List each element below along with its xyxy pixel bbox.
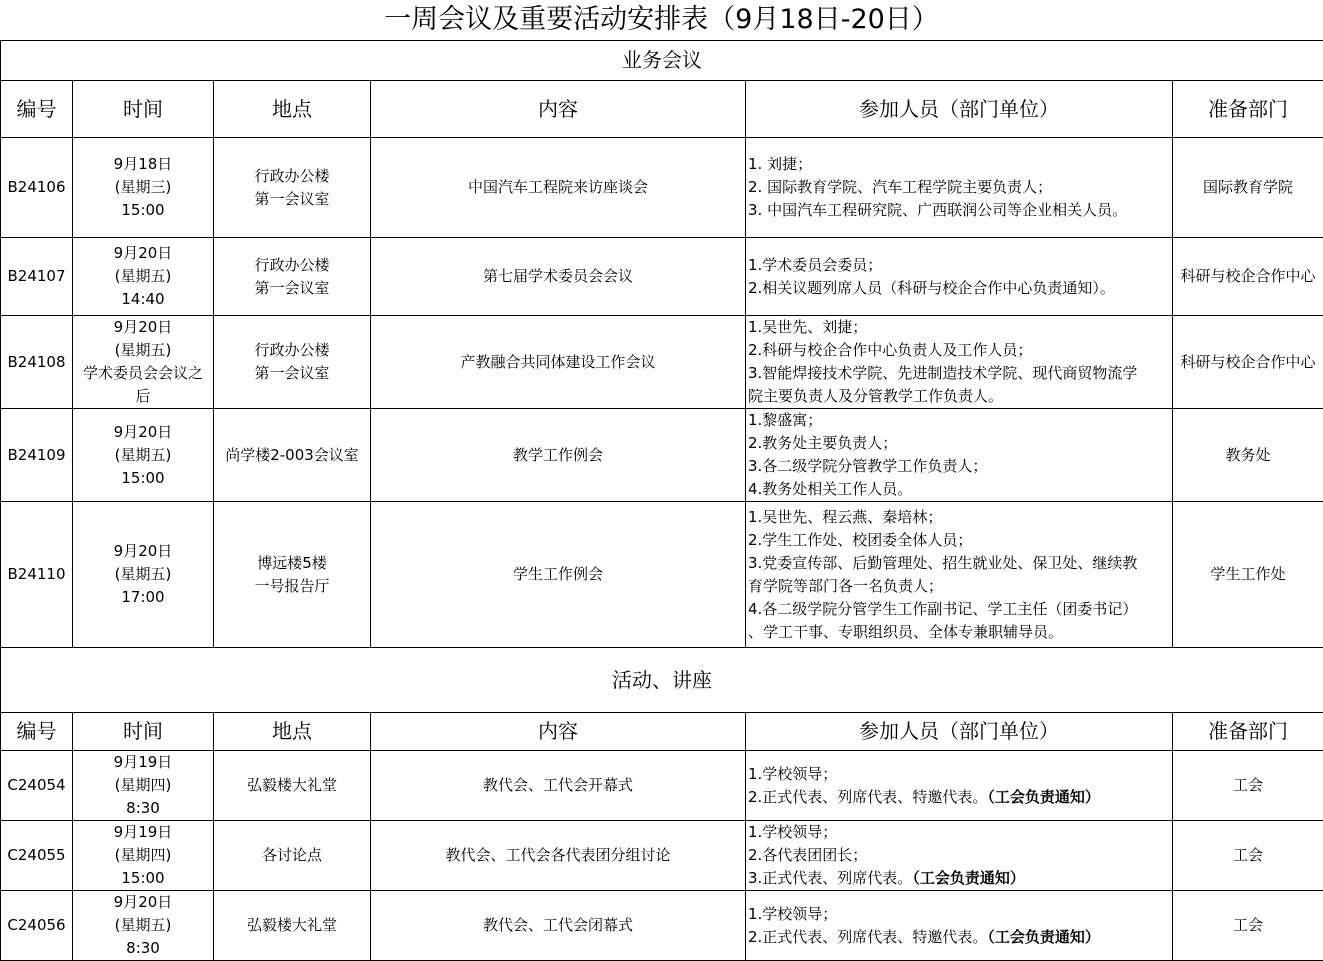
time-line: 14:40 xyxy=(75,288,211,311)
time-line: (星期四) xyxy=(75,774,211,797)
time-line: 15:00 xyxy=(75,467,211,490)
attendee-line xyxy=(748,339,1170,362)
place-line: 尚学楼2-003会议室 xyxy=(216,444,368,467)
cell-id: C24056 xyxy=(1,891,73,961)
attendee-line xyxy=(748,478,1170,501)
attendee-line xyxy=(748,254,1170,277)
cell-place xyxy=(214,409,371,502)
attendee-text: 4.教务处相关工作人员。 xyxy=(748,480,912,498)
cell-content: 学生工作例会 xyxy=(371,502,746,648)
cell-time xyxy=(73,316,214,409)
attendee-text: 3.正式代表、列席代表。 xyxy=(748,869,912,887)
place-line: 行政办公楼 xyxy=(216,254,368,277)
header-place: 地点 xyxy=(214,713,371,751)
section-row-activity xyxy=(1,648,1323,713)
cell-content: 中国汽车工程院来访座谈会 xyxy=(371,138,746,238)
cell-place xyxy=(214,751,371,821)
time-line: 后 xyxy=(75,385,211,408)
place-line: 第一会议室 xyxy=(216,277,368,300)
table-row xyxy=(1,409,1323,502)
cell-content: 教代会、工代会各代表团分组讨论 xyxy=(371,821,746,891)
attendee-text: 2.正式代表、列席代表、特邀代表。 xyxy=(748,788,987,806)
schedule-table xyxy=(0,40,1323,961)
notice-note: （工会负责通知） xyxy=(987,788,1100,806)
cell-time xyxy=(73,751,214,821)
time-line: (星期四) xyxy=(75,844,211,867)
time-line: 9月20日 xyxy=(75,242,211,265)
attendee-line xyxy=(748,199,1170,222)
notice-note: （工会负责通知） xyxy=(912,869,1025,887)
attendee-line xyxy=(748,786,1170,809)
table-row xyxy=(1,502,1323,648)
page-title: 一周会议及重要活动安排表（9月18日-20日） xyxy=(0,0,1323,40)
attendee-text: 1.学校领导； xyxy=(748,823,837,841)
header-id: 编号 xyxy=(1,713,73,751)
place-line: 行政办公楼 xyxy=(216,339,368,362)
header-row xyxy=(1,81,1323,138)
time-line: (星期三) xyxy=(75,176,211,199)
header-time: 时间 xyxy=(73,713,214,751)
attendee-line xyxy=(748,362,1170,385)
cell-place xyxy=(214,316,371,409)
cell-id: B24106 xyxy=(1,138,73,238)
time-line: 9月19日 xyxy=(75,751,211,774)
table-row xyxy=(1,316,1323,409)
attendee-line xyxy=(748,926,1170,949)
attendee-text: 1.学术委员会委员； xyxy=(748,256,882,274)
cell-id: B24109 xyxy=(1,409,73,502)
time-line: 15:00 xyxy=(75,867,211,890)
attendee-line xyxy=(748,844,1170,867)
cell-id: B24110 xyxy=(1,502,73,648)
cell-time xyxy=(73,891,214,961)
cell-id: B24108 xyxy=(1,316,73,409)
table-row xyxy=(1,238,1323,316)
table-row xyxy=(1,891,1323,961)
attendee-text: 1. 刘捷； xyxy=(748,155,812,173)
cell-content: 教学工作例会 xyxy=(371,409,746,502)
time-line: 9月18日 xyxy=(75,153,211,176)
attendee-line xyxy=(748,763,1170,786)
cell-attendees xyxy=(746,502,1173,648)
attendee-line xyxy=(748,529,1170,552)
time-line: 8:30 xyxy=(75,937,211,960)
attendee-text: 2.科研与校企合作中心负责人及工作人员； xyxy=(748,341,1032,359)
attendee-text: 院主要负责人及分管教学工作负责人。 xyxy=(748,387,1003,405)
attendee-text: 2.各代表团团长； xyxy=(748,846,867,864)
time-line: 9月20日 xyxy=(75,421,211,444)
attendee-line xyxy=(748,903,1170,926)
cell-attendees xyxy=(746,138,1173,238)
cell-attendees xyxy=(746,891,1173,961)
time-line: (星期五) xyxy=(75,914,211,937)
cell-attendees xyxy=(746,238,1173,316)
attendee-text: 1.吴世先、刘捷； xyxy=(748,318,867,336)
place-line: 第一会议室 xyxy=(216,362,368,385)
attendee-text: 1.学校领导； xyxy=(748,765,837,783)
cell-id: B24107 xyxy=(1,238,73,316)
attendee-line xyxy=(748,867,1170,890)
attendee-text: 、学工干事、专职组织员、全体专兼职辅导员。 xyxy=(748,623,1063,641)
attendee-line xyxy=(748,409,1170,432)
time-line: (星期五) xyxy=(75,265,211,288)
header-row xyxy=(1,713,1323,751)
time-line: 15:00 xyxy=(75,199,211,222)
time-line: 9月20日 xyxy=(75,891,211,914)
cell-time xyxy=(73,238,214,316)
cell-place xyxy=(214,138,371,238)
table-row xyxy=(1,138,1323,238)
cell-place xyxy=(214,238,371,316)
attendee-line xyxy=(748,385,1170,408)
place-line: 第一会议室 xyxy=(216,188,368,211)
attendee-line xyxy=(748,552,1170,575)
header-content: 内容 xyxy=(371,713,746,751)
cell-attendees xyxy=(746,316,1173,409)
attendee-line xyxy=(748,153,1170,176)
attendee-text: 2.正式代表、列席代表、特邀代表。 xyxy=(748,928,987,946)
attendee-text: 4.各二级学院分管学生工作副书记、学工主任（团委书记） xyxy=(748,600,1137,618)
attendee-line xyxy=(748,598,1170,621)
cell-place xyxy=(214,502,371,648)
table-row xyxy=(1,821,1323,891)
time-line: 学术委员会会议之 xyxy=(75,362,211,385)
header-id: 编号 xyxy=(1,81,73,138)
attendee-text: 3.智能焊接技术学院、先进制造技术学院、现代商贸物流学 xyxy=(748,364,1137,382)
header-place: 地点 xyxy=(214,81,371,138)
cell-time xyxy=(73,409,214,502)
section-title-business: 业务会议 xyxy=(1,41,1323,81)
attendee-text: 2.教务处主要负责人； xyxy=(748,434,897,452)
attendee-text: 1.吴世先、程云燕、秦培林； xyxy=(748,508,942,526)
attendee-line xyxy=(748,621,1170,644)
place-line: 行政办公楼 xyxy=(216,165,368,188)
attendee-text: 2. 国际教育学院、汽车工程学院主要负责人； xyxy=(748,178,1052,196)
attendee-line xyxy=(748,277,1170,300)
place-line: 弘毅楼大礼堂 xyxy=(216,914,368,937)
cell-dept: 教务处 xyxy=(1173,409,1323,502)
time-line: 9月20日 xyxy=(75,316,211,339)
cell-time xyxy=(73,821,214,891)
cell-dept: 科研与校企合作中心 xyxy=(1173,316,1323,409)
cell-dept: 科研与校企合作中心 xyxy=(1173,238,1323,316)
header-attendees: 参加人员（部门单位） xyxy=(746,713,1173,751)
cell-place xyxy=(214,821,371,891)
cell-place xyxy=(214,891,371,961)
attendee-text: 3. 中国汽车工程研究院、广西联润公司等企业相关人员。 xyxy=(748,201,1127,219)
cell-content: 第七届学术委员会会议 xyxy=(371,238,746,316)
attendee-text: 2.相关议题列席人员（科研与校企合作中心负责通知）。 xyxy=(748,279,1115,297)
cell-id: C24055 xyxy=(1,821,73,891)
time-line: (星期五) xyxy=(75,339,211,362)
attendee-line xyxy=(748,575,1170,598)
attendee-text: 3.党委宣传部、后勤管理处、招生就业处、保卫处、继续教 xyxy=(748,554,1137,572)
table-row xyxy=(1,751,1323,821)
time-line: 9月20日 xyxy=(75,540,211,563)
cell-dept: 学生工作处 xyxy=(1173,502,1323,648)
cell-content: 产教融合共同体建设工作会议 xyxy=(371,316,746,409)
attendee-text: 2.学生工作处、校团委全体人员； xyxy=(748,531,972,549)
cell-dept: 工会 xyxy=(1173,821,1323,891)
attendee-line xyxy=(748,455,1170,478)
attendee-line xyxy=(748,821,1170,844)
header-attendees: 参加人员（部门单位） xyxy=(746,81,1173,138)
attendee-text: 1.黎盛寓； xyxy=(748,411,822,429)
cell-attendees xyxy=(746,751,1173,821)
place-line: 一号报告厅 xyxy=(216,575,368,598)
header-dept: 准备部门 xyxy=(1173,713,1323,751)
cell-time xyxy=(73,502,214,648)
header-time: 时间 xyxy=(73,81,214,138)
section-row-business xyxy=(1,41,1323,81)
time-line: 17:00 xyxy=(75,586,211,609)
cell-attendees xyxy=(746,821,1173,891)
attendee-line xyxy=(748,316,1170,339)
attendee-text: 1.学校领导； xyxy=(748,905,837,923)
attendee-text: 育学院等部门各一名负责人； xyxy=(748,577,943,595)
cell-content: 教代会、工代会闭幕式 xyxy=(371,891,746,961)
time-line: 9月19日 xyxy=(75,821,211,844)
cell-dept: 工会 xyxy=(1173,891,1323,961)
cell-time xyxy=(73,138,214,238)
time-line: 8:30 xyxy=(75,797,211,820)
notice-note: （工会负责通知） xyxy=(987,928,1100,946)
cell-dept: 工会 xyxy=(1173,751,1323,821)
header-dept: 准备部门 xyxy=(1173,81,1323,138)
attendee-line xyxy=(748,432,1170,455)
attendee-text: 3.各二级学院分管教学工作负责人； xyxy=(748,457,987,475)
attendee-line xyxy=(748,506,1170,529)
cell-attendees xyxy=(746,409,1173,502)
attendee-line xyxy=(748,176,1170,199)
place-line: 各讨论点 xyxy=(216,844,368,867)
place-line: 博远楼5楼 xyxy=(216,552,368,575)
time-line: (星期五) xyxy=(75,444,211,467)
time-line: (星期五) xyxy=(75,563,211,586)
header-content: 内容 xyxy=(371,81,746,138)
cell-content: 教代会、工代会开幕式 xyxy=(371,751,746,821)
section-title-activity: 活动、讲座 xyxy=(1,648,1323,713)
place-line: 弘毅楼大礼堂 xyxy=(216,774,368,797)
cell-id: C24054 xyxy=(1,751,73,821)
cell-dept: 国际教育学院 xyxy=(1173,138,1323,238)
